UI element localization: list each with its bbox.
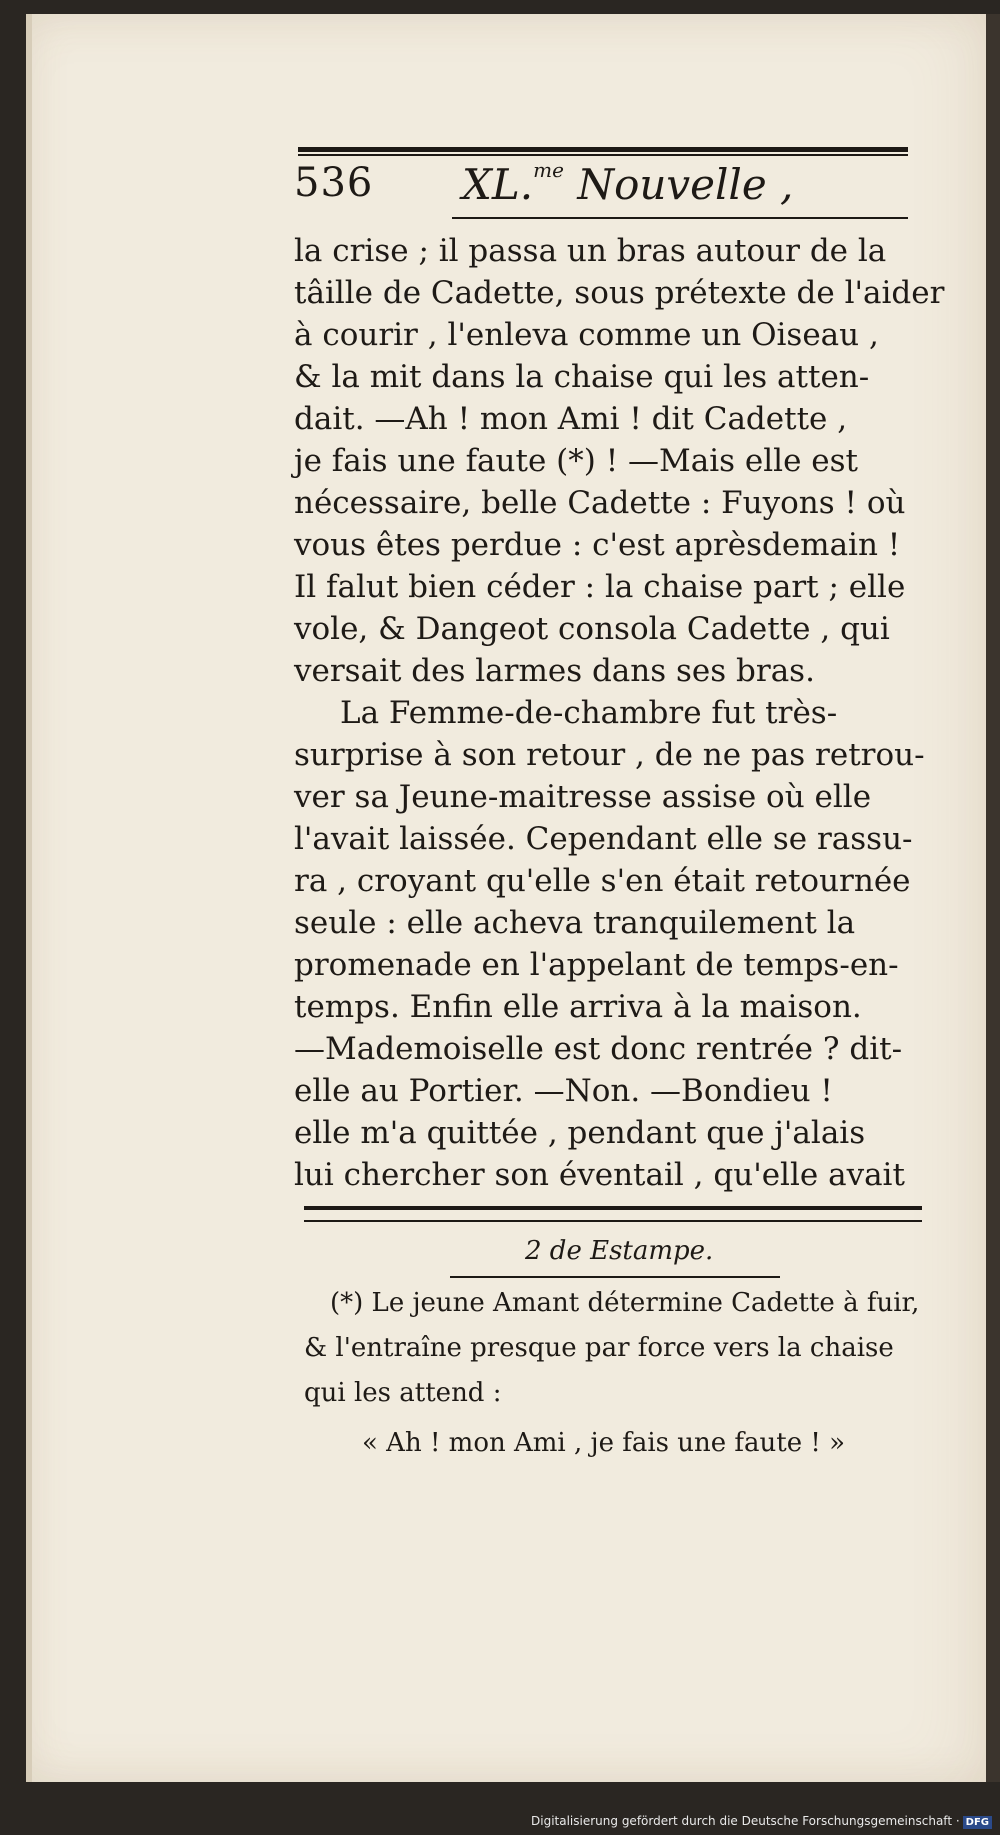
page-number: 536 — [294, 160, 374, 206]
text-line: je fais une faute (*) ! —Mais elle est — [294, 443, 858, 479]
dfg-logo-icon: DFG — [963, 1816, 992, 1829]
text-line: nécessaire, belle Cadette : Fuyons ! où — [294, 485, 906, 521]
head-underline — [452, 217, 908, 219]
text-line: surprise à son retour , de ne pas retrou- — [294, 737, 925, 773]
credit-text: Digitalisierung gefördert durch die Deutsche Forschungsgemeinschaft · — [531, 1814, 960, 1828]
text-line: dait. —Ah ! mon Ami ! dit Cadette , — [294, 401, 848, 437]
text-line: ver sa Jeune-maitresse assise où elle — [294, 779, 872, 815]
top-rule-upper — [298, 147, 908, 152]
text-line: la crise ; il passa un bras autour de la — [294, 233, 887, 269]
text-line: à courir , l'enleva comme un Oiseau , — [294, 317, 879, 353]
digitization-credit — [531, 1814, 992, 1829]
page-edge-shadow — [986, 14, 1000, 1782]
text-line: vole, & Dangeot consola Cadette , qui — [294, 611, 890, 647]
text-line: Il falut bien céder : la chaise part ; elle — [294, 569, 906, 605]
running-title-rest: Nouvelle , — [563, 160, 794, 209]
text-line: seule : elle acheva tranquilement la — [294, 905, 856, 941]
text-line: & la mit dans la chaise qui les atten- — [294, 359, 870, 395]
note-rule-upper — [304, 1206, 922, 1210]
footnote-line: (*) Le jeune Amant détermine Cadette à fuir, — [330, 1288, 920, 1318]
footnote-line: & l'entraîne presque par force vers la chaise — [304, 1333, 894, 1363]
running-title-superscript: me — [533, 158, 564, 182]
text-line: versait des larmes dans ses bras. — [294, 653, 815, 689]
text-line: tâille de Cadette, sous prétexte de l'aider — [294, 275, 945, 311]
text-line: l'avait laissée. Cependant elle se rassu- — [294, 821, 913, 857]
plate-caption: 2 de Estampe. — [525, 1236, 714, 1266]
text-line: —Mademoiselle est donc rentrée ? dit- — [294, 1031, 903, 1067]
running-title — [462, 158, 793, 209]
text-line: elle au Portier. —Non. —Bondieu ! — [294, 1073, 833, 1109]
footnote-line: qui les attend : — [304, 1378, 502, 1408]
footnote-quote: « Ah ! mon Ami , je fais une faute ! » — [362, 1428, 846, 1458]
running-title-main: XL. — [462, 160, 534, 209]
running-head — [294, 158, 904, 218]
text-line: lui chercher son éventail , qu'elle avait — [294, 1157, 905, 1193]
text-line: elle m'a quittée , pendant que j'alais — [294, 1115, 866, 1151]
plate-caption-underline — [450, 1276, 780, 1278]
text-line: vous êtes perdue : c'est aprèsdemain ! — [294, 527, 901, 563]
text-line: ra , croyant qu'elle s'en était retournée — [294, 863, 911, 899]
top-rule-lower — [298, 154, 908, 156]
text-line: promenade en l'appelant de temps-en- — [294, 947, 899, 983]
note-rule-lower — [304, 1220, 922, 1222]
text-line: temps. Enfin elle arriva à la maison. — [294, 989, 862, 1025]
text-line-indented: La Femme-de-chambre fut très- — [340, 695, 838, 731]
